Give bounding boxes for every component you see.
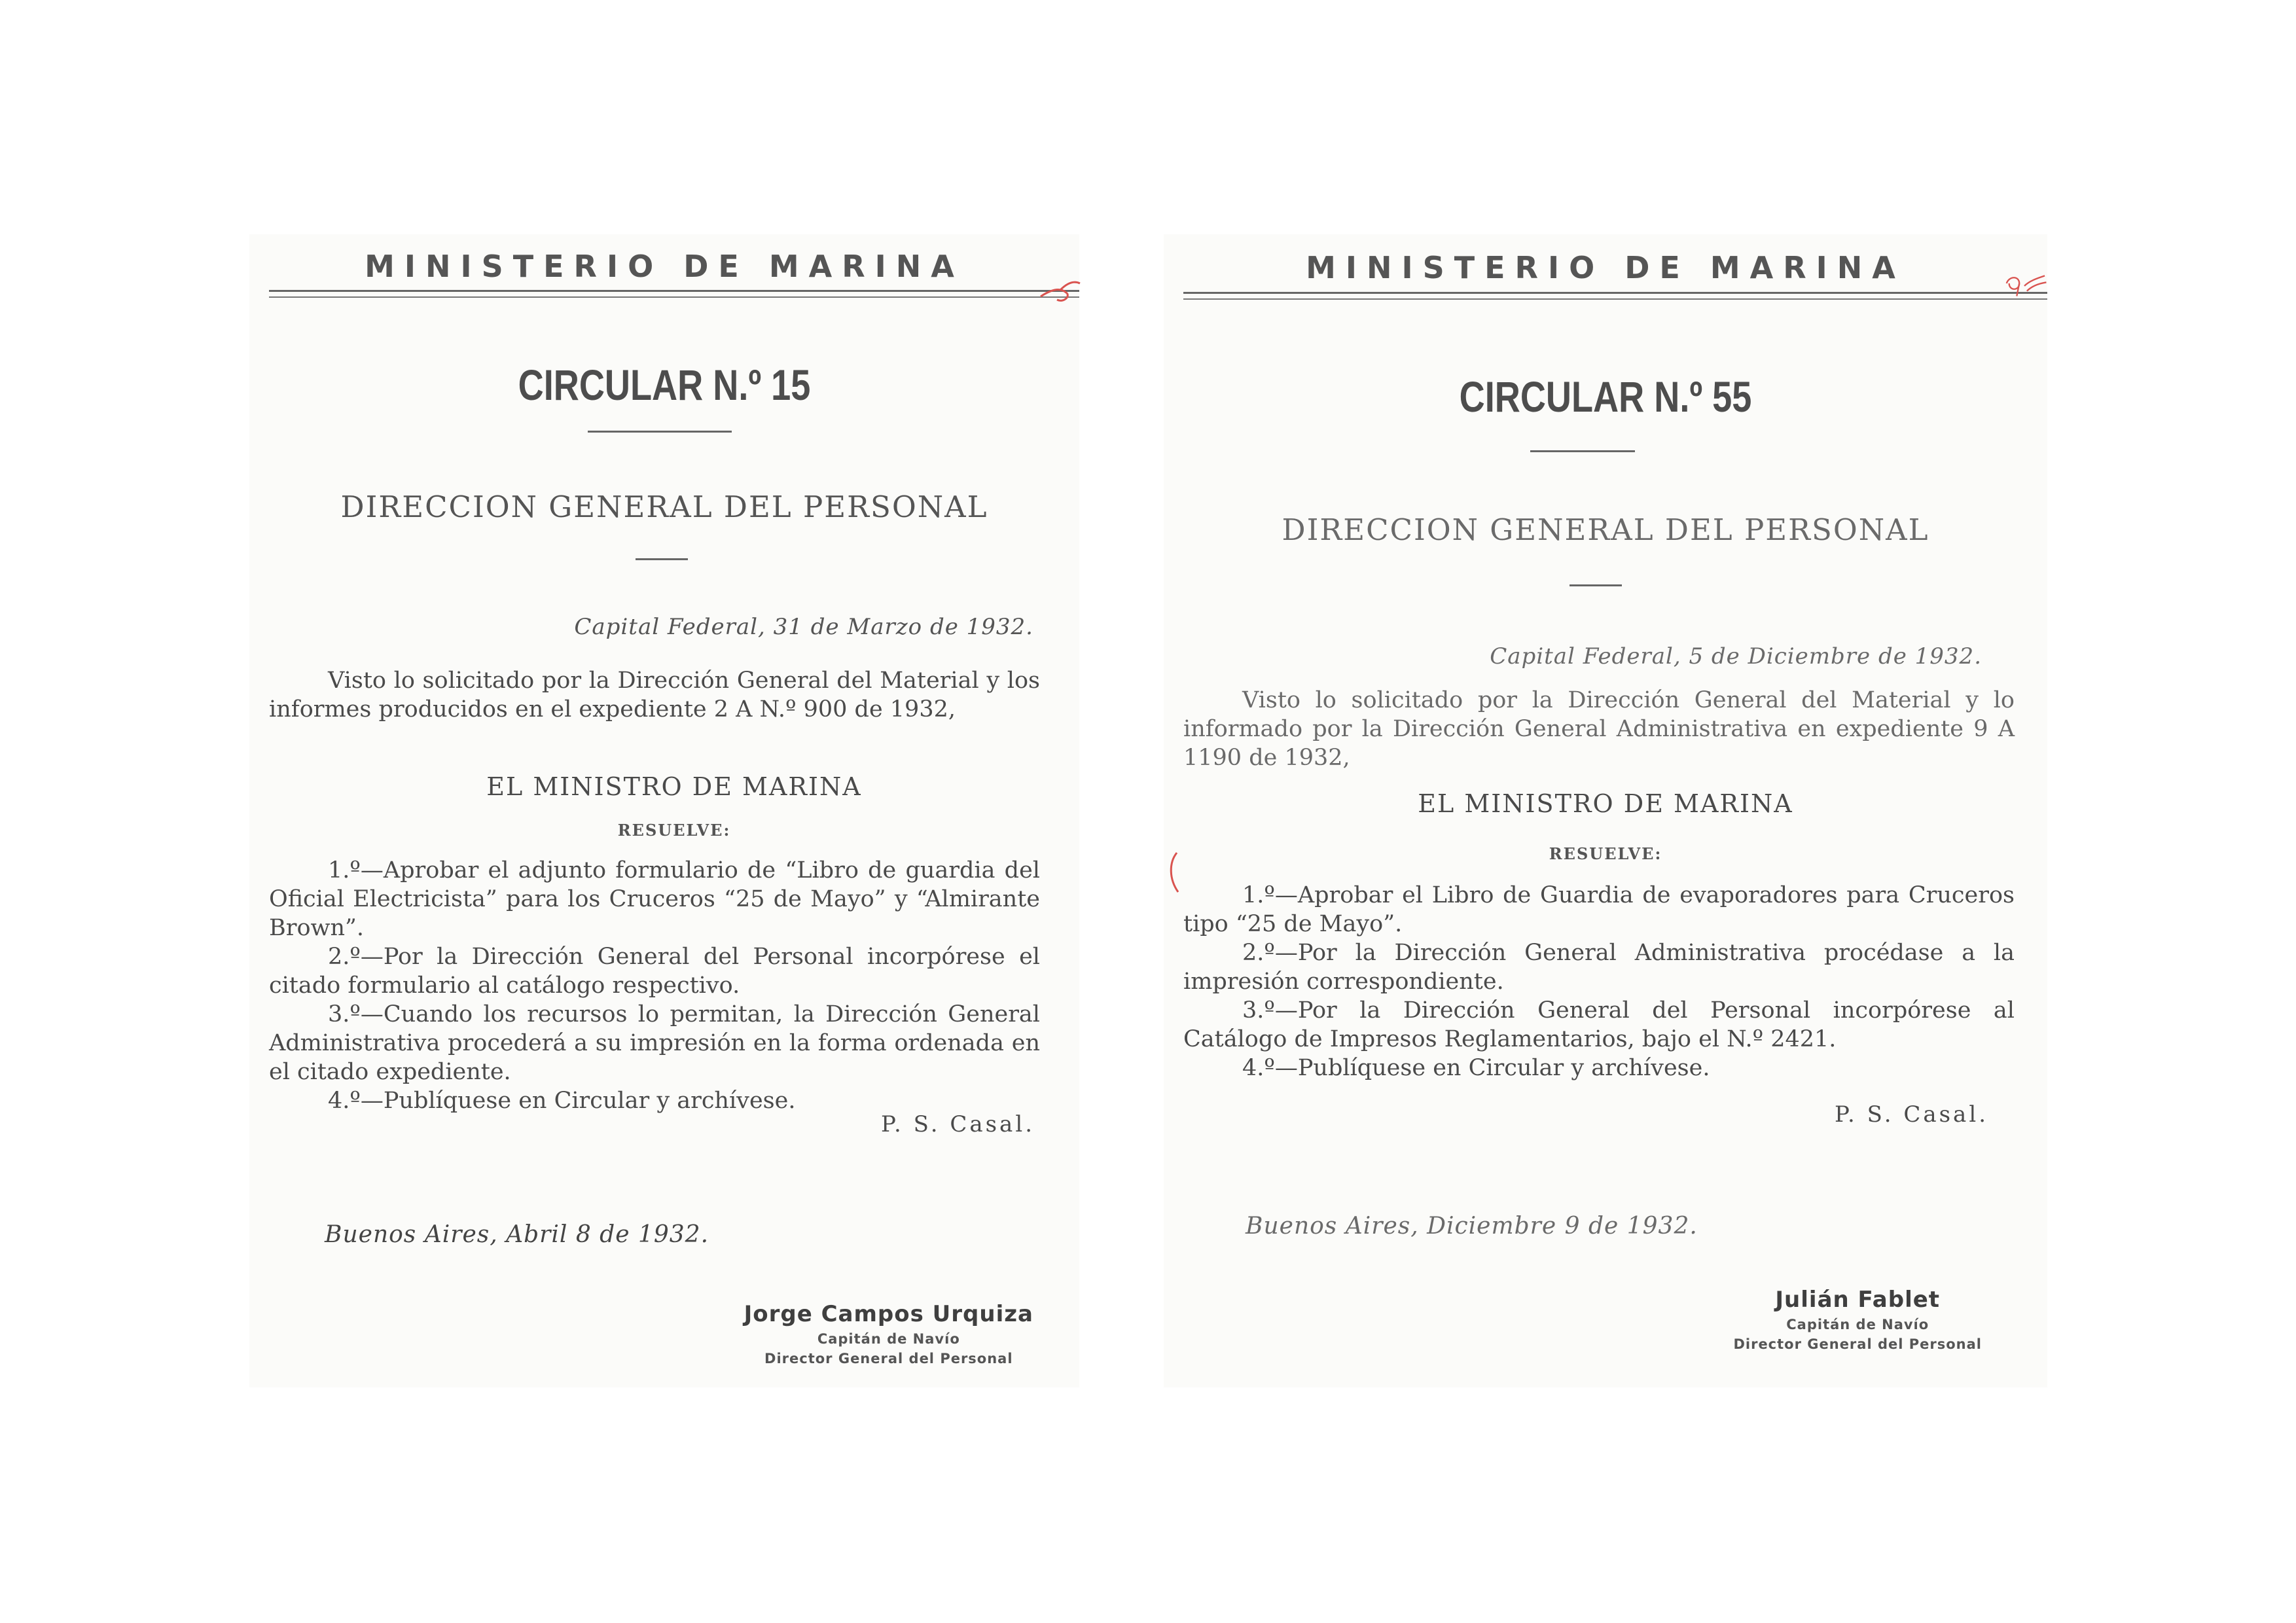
signer-title: Director General del Personal bbox=[1733, 1336, 1982, 1352]
resolutions-list bbox=[1183, 881, 2015, 1082]
resolution-item: 4.º—Publíquese en Circular y archívese. bbox=[328, 1088, 796, 1114]
circular-number: CIRCULAR N.º 15 bbox=[518, 361, 811, 409]
minister-heading: EL MINISTRO DE MARINA bbox=[1418, 789, 1793, 818]
closing-date: Buenos Aires, Diciembre 9 de 1932. bbox=[1246, 1213, 1698, 1240]
minister-heading: EL MINISTRO DE MARINA bbox=[486, 772, 862, 801]
visto-paragraph: Visto lo solicitado por la Dirección General del Material y lo informado por la Dirección General Administrativa en expediente 9 A 1190 de 1932, bbox=[1183, 687, 2015, 771]
resolution-item: 4.º—Publíquese en Circular y archívese. bbox=[1242, 1055, 1710, 1081]
department-subtitle: DIRECCION GENERAL DEL PERSONAL bbox=[1282, 512, 1929, 547]
ministry-header: MINISTERIO DE MARINA bbox=[365, 249, 964, 284]
document-date: Capital Federal, 31 de Marzo de 1932. bbox=[574, 614, 1033, 640]
header-rule bbox=[269, 290, 1079, 292]
signer-name: Jorge Campos Urquiza bbox=[744, 1301, 1033, 1327]
signer-title: Director General del Personal bbox=[764, 1351, 1013, 1366]
resolution-item: 1.º—Aprobar el Libro de Guardia de evaporadores para Cruceros tipo “25 de Mayo”. bbox=[1183, 882, 2015, 937]
resolutions-list bbox=[269, 856, 1040, 1115]
signature-initials: P. S. Casal. bbox=[881, 1111, 1035, 1137]
signer-block bbox=[1733, 1287, 1982, 1352]
signer-rank: Capitán de Navío bbox=[817, 1331, 960, 1347]
circular-15-document bbox=[249, 234, 1079, 1387]
signer-block bbox=[744, 1301, 1033, 1366]
signature-initials: P. S. Casal. bbox=[1835, 1101, 1988, 1128]
resolution-item: 3.º—Por la Dirección General del Personal incorpórese al Catálogo de Impresos Reglamentarios, bajo el N.º 2421. bbox=[1183, 997, 2015, 1052]
title-rule bbox=[588, 431, 732, 433]
department-subtitle: DIRECCION GENERAL DEL PERSONAL bbox=[340, 490, 988, 524]
red-handwritten-mark-icon bbox=[1037, 270, 1083, 310]
resolution-item: 3.º—Cuando los recursos lo permitan, la Dirección General Administrativa procederá a su impresión en la forma ordenada en el citado expediente. bbox=[269, 1001, 1040, 1085]
title-rule bbox=[1530, 450, 1635, 452]
signer-rank: Capitán de Navío bbox=[1786, 1317, 1929, 1332]
resolution-item: 2.º—Por la Dirección General Administrativa procédase a la impresión correspondiente. bbox=[1183, 940, 2015, 995]
visto-paragraph: Visto lo solicitado por la Dirección General del Material y los informes producidos en el expediente 2 A N.º 900 de 1932, bbox=[269, 668, 1040, 722]
subtitle-rule bbox=[636, 558, 688, 560]
header-rule bbox=[1183, 292, 2047, 294]
header-rule-secondary bbox=[269, 296, 1079, 298]
ministry-header: MINISTERIO DE MARINA bbox=[1306, 250, 1905, 285]
resuelve-label: RESUELVE: bbox=[1549, 844, 1662, 863]
document-date: Capital Federal, 5 de Diciembre de 1932. bbox=[1490, 643, 1982, 669]
signer-name: Julián Fablet bbox=[1775, 1287, 1941, 1313]
red-handwritten-mark-icon bbox=[2001, 264, 2047, 303]
circular-55-document bbox=[1164, 234, 2047, 1387]
circular-number: CIRCULAR N.º 55 bbox=[1459, 372, 1752, 421]
subtitle-rule bbox=[1570, 584, 1622, 586]
header-rule-secondary bbox=[1183, 298, 2047, 300]
resolution-item: 2.º—Por la Dirección General del Personal incorpórese el citado formulario al catálogo respectivo. bbox=[269, 944, 1040, 999]
red-margin-mark-icon bbox=[1164, 849, 1183, 895]
closing-date: Buenos Aires, Abril 8 de 1932. bbox=[325, 1221, 709, 1248]
resuelve-label: RESUELVE: bbox=[617, 821, 731, 840]
resolution-item: 1.º—Aprobar el adjunto formulario de “Libro de guardia del Oficial Electricista” para los Cruceros “25 de Mayo” y “Almirante Brown”. bbox=[269, 857, 1040, 941]
